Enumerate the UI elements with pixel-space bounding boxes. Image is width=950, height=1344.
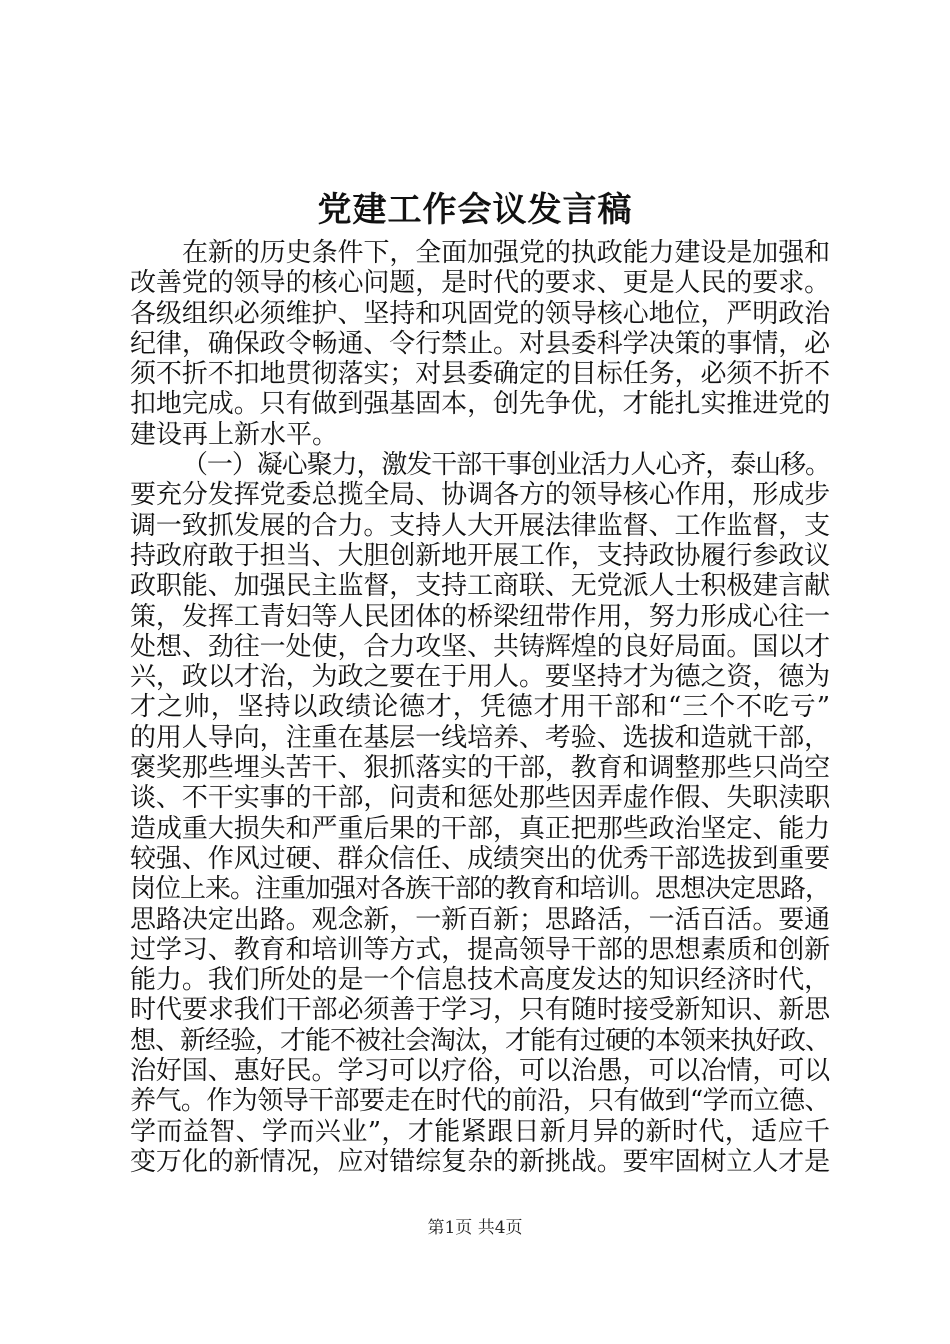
text-line: 改善党的领导的核心问题，是时代的要求、更是人民的要求。 [130, 268, 831, 299]
text-line: 能力。我们所处的是一个信息技术高度发达的知识经济时代， [130, 965, 831, 996]
text-line: 调一致抓发展的合力。支持人大开展法律监督、工作监督，支 [130, 510, 831, 541]
text-line: 政职能、加强民主监督，支持工商联、无党派人士积极建言献 [130, 571, 831, 602]
text-line: 持政府敢于担当、大胆创新地开展工作，支持政协履行参政议 [130, 540, 831, 571]
text-line: 扣地完成。只有做到强基固本，创先争优，才能扎实推进党的 [130, 389, 831, 420]
text-line: 变万化的新情况，应对错综复杂的新挑战。要牢固树立人才是 [130, 1146, 831, 1177]
document-body [130, 238, 830, 1177]
document-title: 党建工作会议发言稿 [317, 190, 633, 230]
text-line: 时代要求我们干部必须善于学习，只有随时接受新知识、新思 [130, 995, 831, 1026]
text-line: 岗位上来。注重加强对各族干部的教育和培训。思想决定思路， [130, 874, 831, 905]
text-line: 才之帅，坚持以政绩论德才，凭德才用干部和“三个不吃亏” [130, 692, 830, 723]
text-line: 建设再上新水平。 [130, 419, 339, 450]
text-line: 学而益智、学而兴业”，才能紧跟日新月异的新时代，适应千 [130, 1116, 830, 1147]
text-line: 各级组织必须维护、坚持和巩固党的领导核心地位，严明政治 [130, 298, 831, 329]
text-line: 较强、作风过硬、群众信任、成绩突出的优秀干部选拔到重要 [130, 843, 831, 874]
text-line: 纪律，确保政令畅通、令行禁止。对县委科学决策的事情，必 [130, 328, 831, 359]
text-line: （一）凝心聚力，激发干部干事创业活力人心齐，泰山移。 [182, 450, 830, 481]
text-line: 在新的历史条件下，全面加强党的执政能力建设是加强和 [182, 238, 831, 268]
text-line: 的用人导向，注重在基层一线培养、考验、选拔和造就干部， [130, 722, 831, 753]
text-line: 想、新经验，才能不被社会淘汰，才能有过硬的本领来执好政、 [130, 1025, 831, 1056]
page-number: 第1页 共4页 [427, 1218, 523, 1238]
text-line: 策，发挥工青妇等人民团体的桥梁纽带作用，努力形成心往一 [130, 601, 831, 632]
text-line: 处想、劲往一处使，合力攻坚、共铸辉煌的良好局面。国以才 [130, 631, 831, 662]
text-line: 兴，政以才治，为政之要在于用人。要坚持才为德之资，德为 [130, 662, 831, 693]
text-line: 造成重大损失和严重后果的干部，真正把那些政治坚定、能力 [130, 813, 831, 844]
text-line: 养气。作为领导干部要走在时代的前沿，只有做到“学而立德、 [130, 1086, 830, 1117]
text-line: 治好国、惠好民。学习可以疗俗，可以治愚，可以冶情，可以 [130, 1056, 831, 1087]
text-line: 思路决定出路。观念新，一新百新；思路活，一活百活。要通 [130, 904, 831, 935]
text-line: 褒奖那些埋头苦干、狠抓落实的干部，教育和调整那些只尚空 [130, 753, 831, 784]
text-line: 须不折不扣地贯彻落实；对县委确定的目标任务，必须不折不 [130, 359, 831, 390]
text-line: 过学习、教育和培训等方式，提高领导干部的思想素质和创新 [130, 934, 831, 965]
text-line: 谈、不干实事的干部，问责和惩处那些因弄虚作假、失职渎职 [130, 783, 831, 814]
text-line: 要充分发挥党委总揽全局、协调各方的领导核心作用，形成步 [130, 480, 831, 511]
